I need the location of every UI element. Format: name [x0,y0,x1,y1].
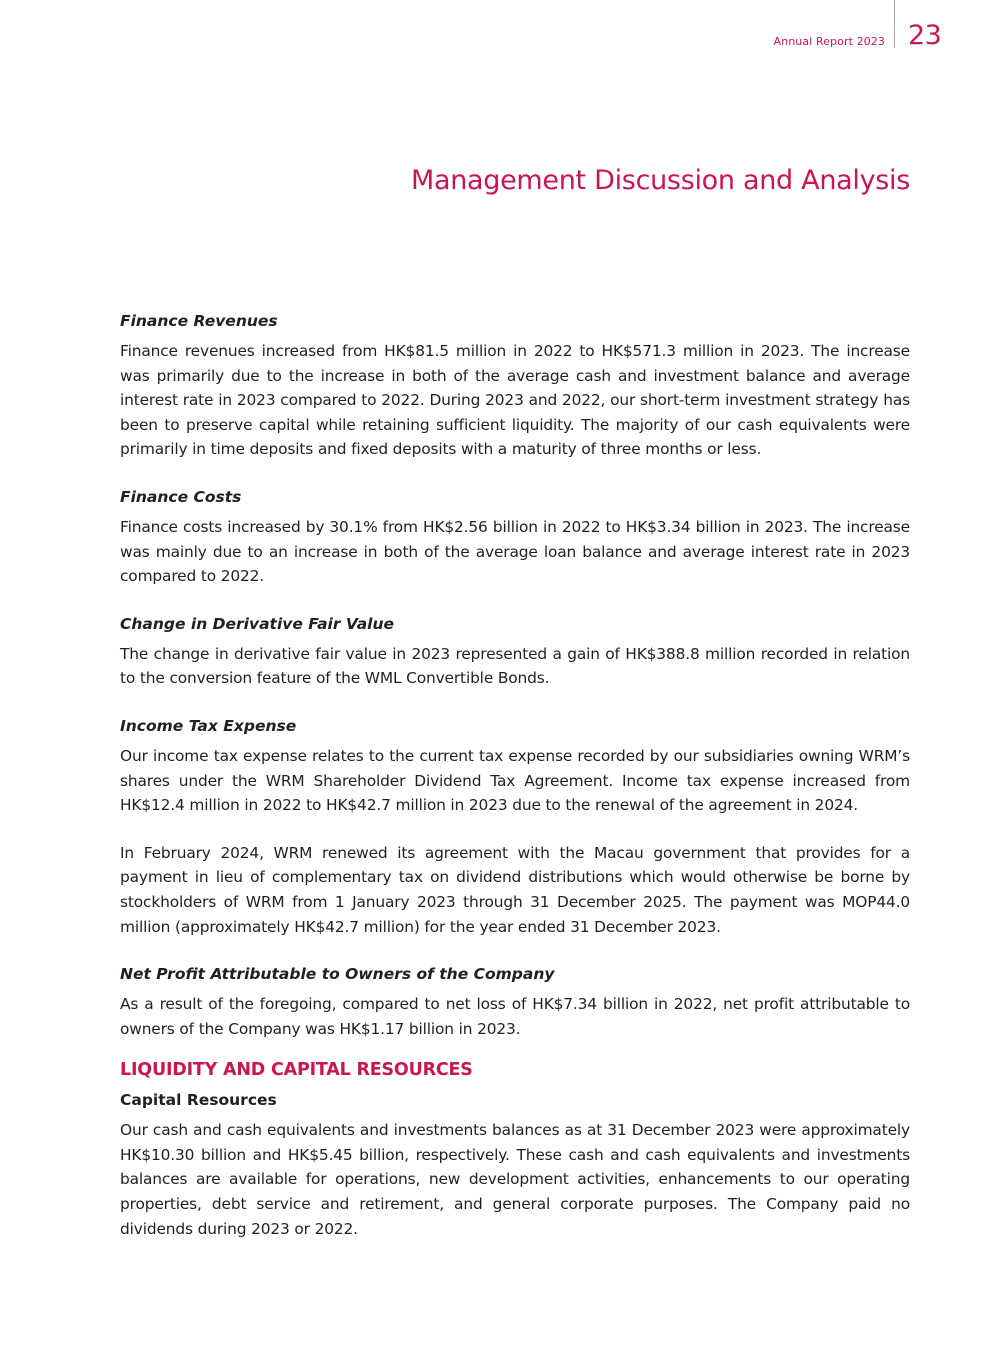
net-profit-heading: Net Profit Attributable to Owners of the Company [120,965,555,984]
header-divider [894,0,895,48]
net-profit-paragraph: As a result of the foregoing, compared to net loss of HK$7.34 billion in 2022, net profit attributable to owners of the Company was HK$1.17 billion in 2023. [120,995,910,1038]
main-content [120,309,910,1264]
derivative-fair-value-heading: Change in Derivative Fair Value [120,614,395,633]
finance-revenues-heading: Finance Revenues [120,312,278,330]
liquidity-section-heading: LIQUIDITY AND CAPITAL RESOURCES [120,1060,473,1081]
page-number: 23 [908,20,942,51]
report-label: Annual Report 2023 [773,35,885,48]
income-tax-heading: Income Tax Expense [120,716,297,735]
derivative-fair-value-paragraph: The change in derivative fair value in 2023 represented a gain of HK$388.8 million recorded in relation to the conversion feature of the WML Convertible Bonds. [120,644,910,688]
income-tax-paragraph-1: Our income tax expense relates to the current tax expense recorded by our subsidiaries owning WRM’s shares under the WRM Shareholder Dividend Tax Agreement. Income tax expense increased from HK$12.4 million in 2022 to HK$42.7 million in 2023 due to the renewal of the agreement in 2024. [120,746,910,815]
income-tax-paragraph-2: In February 2024, WRM renewed its agreement with the Macau government that provides for a payment in lieu of complementary tax on dividend distributions which would otherwise be borne by stockholders of WRM from 1 January 2023 through 31 December 2025. The payment was MOP44.0 million (approximately HK$42.7 million) for the year ended 31 December 2023. [120,843,910,936]
capital-resources-paragraph: Our cash and cash equivalents and investments balances as at 31 December 2023 were approximately HK$10.30 billion and HK$5.45 billion, respectively. These cash and cash equivalents and investments balances are available for operations, new development activities, enhancements to our operating properties, debt service and retirement, and general corporate purposes. The Company paid no dividends during 2023 or 2022. [120,1121,910,1238]
capital-resources-heading: Capital Resources [120,1091,277,1110]
page-title: Management Discussion and Analysis [410,165,910,196]
finance-costs-heading: Finance Costs [120,487,242,506]
finance-revenues-paragraph: Finance revenues increased from HK$81.5 million in 2022 to HK$571.3 million in 2023. The increase was primarily due to the increase in both of the average cash and investment balance and average interest rate in 2023 compared to 2022. During 2023 and 2022, our short-term investment strategy has been to preserve capital while retaining sufficient liquidity. The majority of our cash equivalents were primarily in time deposits and fixed deposits with a maturity of three months or less. [120,342,910,459]
finance-costs-paragraph: Finance costs increased by 30.1% from HK$2.56 billion in 2022 to HK$3.34 billion in 2023. The increase was mainly due to an increase in both of the average loan balance and average interest rate in 2023 compared to 2022. [120,517,910,586]
